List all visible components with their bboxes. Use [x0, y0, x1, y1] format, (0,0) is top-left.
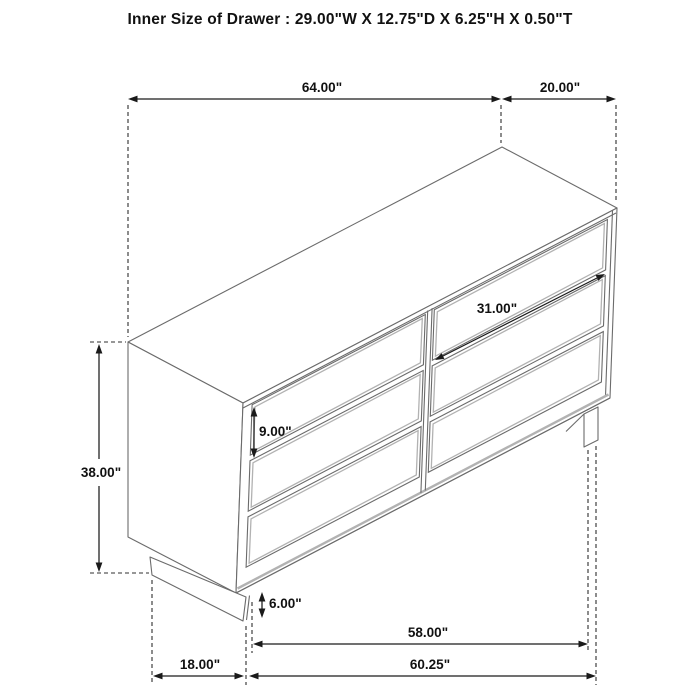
base-height-label: 6.00": [269, 596, 302, 611]
diagram-title: Inner Size of Drawer : 29.00"W X 12.75"D X 6.25"H X 0.50"T: [127, 11, 573, 28]
drawer-height-label: 9.00": [259, 424, 292, 439]
drawer-width-label: 31.00": [476, 301, 518, 316]
dimension-base-height: [259, 592, 302, 618]
side-depth-label: 18.00": [179, 657, 221, 672]
overall-height-label: 38.00": [80, 465, 122, 480]
top-width-label: 64.00": [301, 80, 343, 95]
top-depth-label: 20.00": [539, 80, 581, 95]
base-width-label: 58.00": [407, 625, 449, 640]
bottom-width-label: 60.25": [409, 657, 451, 672]
dresser-drawing: [128, 147, 617, 621]
